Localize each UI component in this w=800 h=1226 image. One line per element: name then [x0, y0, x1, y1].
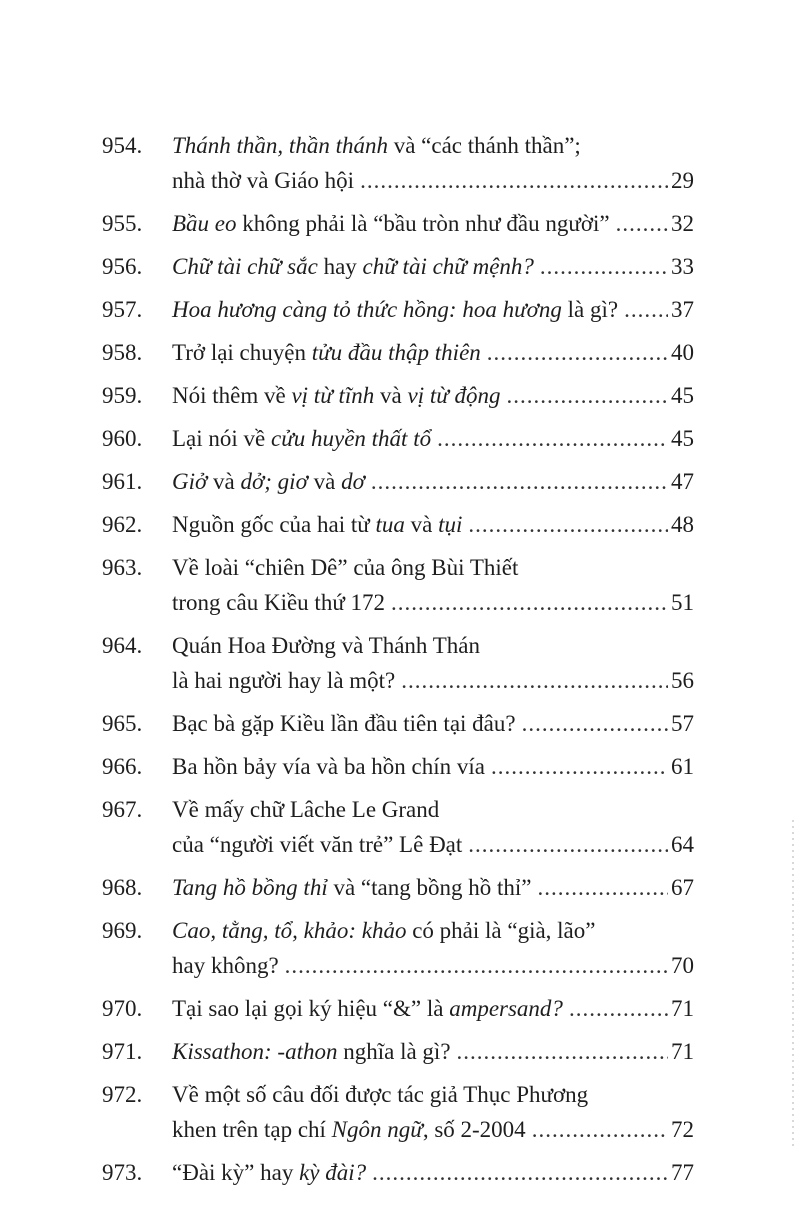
page-number: 72	[671, 1117, 694, 1142]
toc-entry	[102, 507, 694, 542]
title-text: Ba hồn bảy vía và ba hồn chín vía	[172, 754, 485, 779]
entry-number: 973.	[102, 1160, 143, 1185]
toc-entry	[102, 1077, 694, 1147]
dot-leader	[540, 249, 668, 284]
italic-term: tửu đầu thập thiên	[311, 340, 481, 365]
entry-title-line	[172, 249, 694, 284]
dot-leader	[487, 335, 668, 370]
title-text: hay	[317, 254, 363, 279]
entry-title	[172, 464, 365, 499]
toc-entry	[102, 1034, 694, 1069]
dot-leader	[616, 206, 668, 241]
title-text: nhà thờ và Giáo hội	[172, 168, 355, 193]
title-text: và “tang bồng hồ thỉ”	[327, 875, 532, 900]
toc-entry	[102, 378, 694, 413]
title-text: Lại nói về	[172, 426, 271, 451]
entry-title	[172, 991, 563, 1026]
title-text: , số 2-2004	[422, 1117, 526, 1142]
page-number: 48	[671, 512, 694, 537]
entry-number: 963.	[102, 555, 143, 580]
italic-term: vị từ động	[407, 383, 501, 408]
entry-title-line	[172, 948, 694, 983]
title-text: và	[307, 469, 342, 494]
italic-term: Chữ tài chữ sắc	[172, 254, 318, 279]
title-text: Bạc bà gặp Kiều lần đầu tiên tại đâu?	[172, 711, 516, 736]
dot-leader	[507, 378, 668, 413]
entry-title-line	[172, 206, 694, 241]
entry-title	[172, 249, 534, 284]
entry-title-line	[172, 792, 694, 827]
title-text: Quán Hoa Đường và Thánh Thán	[172, 633, 481, 658]
toc-entry	[102, 249, 694, 284]
dot-leader	[532, 1112, 668, 1147]
toc-entry	[102, 421, 694, 456]
toc-entry	[102, 628, 694, 698]
page-number: 33	[671, 254, 694, 279]
toc-entry	[102, 706, 694, 741]
title-text: khen trên tạp chí	[172, 1117, 332, 1142]
title-text: và	[374, 383, 408, 408]
entry-title	[172, 1034, 451, 1069]
dot-leader	[624, 292, 668, 327]
page-number: 57	[671, 711, 694, 736]
italic-term: tụi	[438, 512, 463, 537]
toc-entry	[102, 870, 694, 905]
entry-title	[172, 870, 531, 905]
toc-entry	[102, 749, 694, 784]
entry-title-line	[172, 378, 694, 413]
title-text: hay không?	[172, 953, 279, 978]
page-number: 45	[671, 426, 694, 451]
toc-entry	[102, 292, 694, 327]
title-text: Tại sao lại gọi ký hiệu “&” là	[172, 996, 450, 1021]
page-number: 45	[671, 383, 694, 408]
title-text: không phải là “bầu tròn như đầu người”	[236, 211, 610, 236]
page-number: 47	[671, 469, 694, 494]
italic-term: dơ	[341, 469, 365, 494]
entry-title	[172, 378, 501, 413]
entry-number: 964.	[102, 633, 143, 658]
entry-title-line	[172, 991, 694, 1026]
toc-entry	[102, 464, 694, 499]
entry-title	[172, 421, 431, 456]
entry-number: 966.	[102, 754, 143, 779]
entry-title-line	[172, 1034, 694, 1069]
entry-number: 971.	[102, 1039, 143, 1064]
entry-title-line	[172, 292, 694, 327]
italic-term: ampersand?	[449, 996, 563, 1021]
toc-entry	[102, 792, 694, 862]
title-text: “Đài kỳ” hay	[172, 1160, 300, 1185]
entry-title-line	[172, 1155, 694, 1190]
entry-number: 954.	[102, 133, 143, 158]
entry-title-line	[172, 827, 694, 862]
page-number: 71	[671, 996, 694, 1021]
entry-title	[172, 507, 462, 542]
title-text: trong câu Kiều thứ 172	[172, 590, 386, 615]
title-text: nghĩa là gì?	[337, 1039, 451, 1064]
entry-title	[172, 163, 354, 198]
entry-title-line	[172, 749, 694, 784]
entry-title-line	[172, 464, 694, 499]
toc-entry	[102, 913, 694, 983]
entry-title	[172, 1082, 588, 1107]
entry-title-line	[172, 163, 694, 198]
entry-number: 960.	[102, 426, 143, 451]
italic-term: Bầu eo	[172, 211, 237, 236]
entry-number: 961.	[102, 469, 143, 494]
entry-title-line	[172, 628, 694, 663]
italic-term: dở; giơ	[240, 469, 308, 494]
entry-title	[172, 1112, 526, 1147]
entry-title-line	[172, 335, 694, 370]
page-number: 51	[671, 590, 694, 615]
entry-title	[172, 948, 279, 983]
entry-title-line	[172, 1077, 694, 1112]
entry-title	[172, 1155, 366, 1190]
entry-title	[172, 633, 480, 658]
dot-leader	[537, 870, 668, 905]
page-number: 56	[671, 668, 694, 693]
entry-number: 956.	[102, 254, 143, 279]
italic-term: Hoa hương càng tỏ thức hồng: hoa hương	[172, 297, 562, 322]
page-number: 32	[671, 211, 694, 236]
dot-leader	[401, 663, 668, 698]
entry-number: 965.	[102, 711, 143, 736]
entry-title	[172, 133, 581, 158]
title-text: là hai người hay là một?	[172, 668, 396, 693]
entry-title	[172, 206, 610, 241]
entry-title	[172, 663, 395, 698]
title-text: Về mấy chữ Lâche Le Grand	[172, 797, 440, 822]
dot-leader	[437, 421, 668, 456]
page-number: 61	[671, 754, 694, 779]
italic-term: Ngôn ngữ	[331, 1117, 423, 1142]
page-number: 70	[671, 953, 694, 978]
entry-title-line	[172, 663, 694, 698]
dot-leader	[372, 1155, 668, 1190]
entry-title	[172, 797, 439, 822]
entry-title	[172, 827, 462, 862]
entry-title-line	[172, 550, 694, 585]
title-text: Về một số câu đối được tác giả Thục Phương	[172, 1082, 589, 1107]
page-number: 67	[671, 875, 694, 900]
italic-term: vị từ tĩnh	[291, 383, 375, 408]
entry-title	[172, 585, 385, 620]
entry-title	[172, 749, 485, 784]
entry-number: 958.	[102, 340, 143, 365]
dot-leader	[457, 1034, 668, 1069]
entry-title	[172, 706, 516, 741]
dot-leader	[285, 948, 668, 983]
table-of-contents	[102, 128, 694, 1190]
page-number: 40	[671, 340, 694, 365]
title-text: là gì?	[561, 297, 619, 322]
title-text: Nói thêm về	[172, 383, 292, 408]
italic-term: Cao, tằng, tổ, khảo: khảo	[172, 918, 407, 943]
entry-title	[172, 292, 618, 327]
title-text: có phải là “già, lão”	[406, 918, 596, 943]
dot-leader	[522, 706, 668, 741]
title-text: Nguồn gốc của hai từ	[172, 512, 376, 537]
italic-term: Thánh thần, thần thánh	[172, 133, 388, 158]
entry-number: 957.	[102, 297, 143, 322]
toc-entry	[102, 1155, 694, 1190]
italic-term: Giở	[172, 469, 208, 494]
dot-leader	[569, 991, 668, 1026]
entry-title-line	[172, 913, 694, 948]
toc-entry	[102, 550, 694, 620]
entry-number: 970.	[102, 996, 143, 1021]
entry-number: 955.	[102, 211, 143, 236]
title-text: của “người viết văn trẻ” Lê Đạt	[172, 832, 463, 857]
toc-entry	[102, 206, 694, 241]
entry-title-line	[172, 421, 694, 456]
entry-title-line	[172, 1112, 694, 1147]
entry-number: 972.	[102, 1082, 143, 1107]
dot-leader	[468, 827, 668, 862]
italic-term: Kissathon: -athon	[172, 1039, 338, 1064]
page-number: 64	[671, 832, 694, 857]
page-number: 71	[671, 1039, 694, 1064]
entry-title-line	[172, 870, 694, 905]
title-text: và	[404, 512, 439, 537]
page-number: 29	[671, 168, 694, 193]
dot-leader	[371, 464, 668, 499]
title-text: Trở lại chuyện	[172, 340, 312, 365]
entry-title-line	[172, 585, 694, 620]
italic-term: Tang hồ bồng thỉ	[172, 875, 328, 900]
entry-title	[172, 555, 518, 580]
dot-leader	[468, 507, 668, 542]
italic-term: chữ tài chữ mệnh?	[362, 254, 534, 279]
title-text: Về loài “chiên Dê” của ông Bùi Thiết	[172, 555, 519, 580]
entry-number: 959.	[102, 383, 143, 408]
title-text: và “các thánh thần”;	[387, 133, 581, 158]
italic-term: tua	[375, 512, 405, 537]
dot-leader	[360, 163, 668, 198]
page-number: 37	[671, 297, 694, 322]
title-text: và	[207, 469, 241, 494]
entry-title	[172, 918, 595, 943]
page-number: 77	[671, 1160, 694, 1185]
italic-term: cửu huyền thất tổ	[271, 426, 432, 451]
italic-term: kỳ đài?	[299, 1160, 367, 1185]
entry-title-line	[172, 507, 694, 542]
toc-entry	[102, 335, 694, 370]
dot-leader	[491, 749, 668, 784]
toc-entry	[102, 128, 694, 198]
entry-title-line	[172, 128, 694, 163]
toc-entry	[102, 991, 694, 1026]
entry-title	[172, 335, 481, 370]
entry-title-line	[172, 706, 694, 741]
entry-number: 962.	[102, 512, 143, 537]
entry-number: 967.	[102, 797, 143, 822]
entry-number: 969.	[102, 918, 143, 943]
dot-leader	[391, 585, 668, 620]
page-edge-shadow	[792, 820, 794, 1150]
entry-number: 968.	[102, 875, 143, 900]
